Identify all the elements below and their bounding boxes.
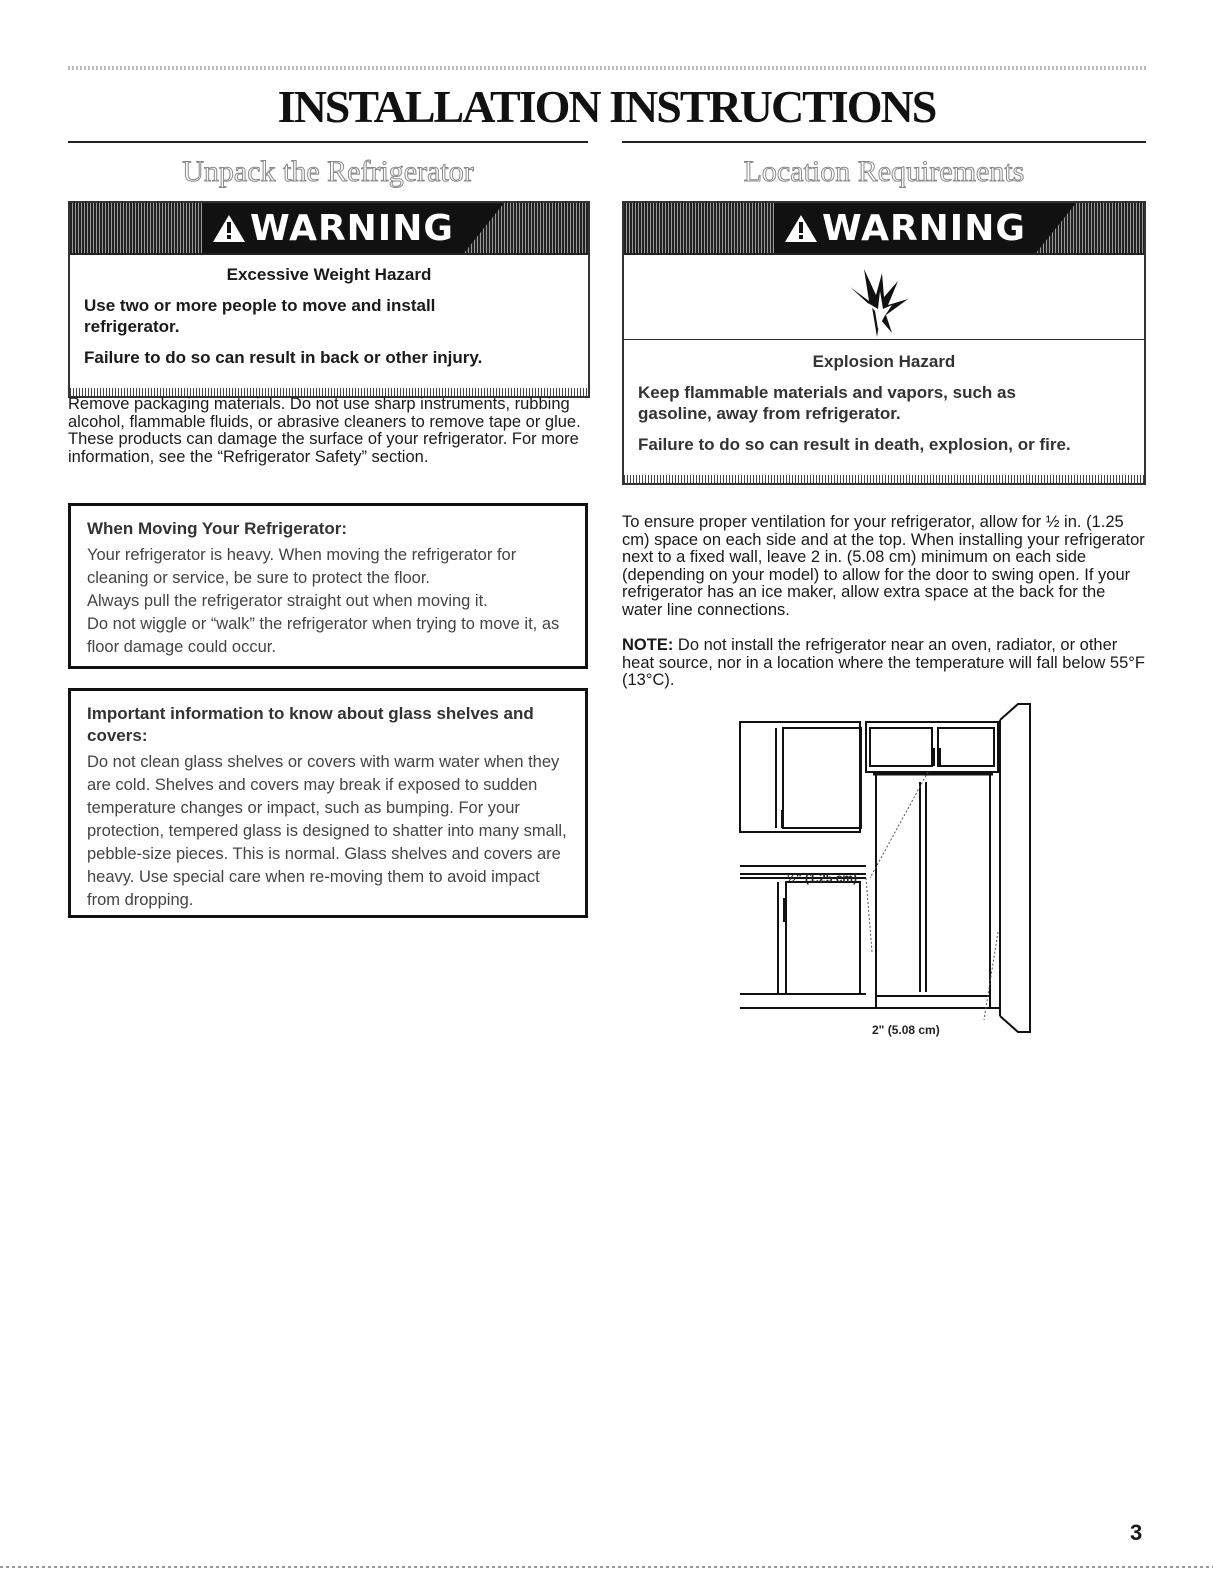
unpack-heading: Unpack the Refrigerator bbox=[182, 155, 474, 188]
moving-info-box bbox=[68, 503, 588, 669]
warning-line: Failure to do so can result in death, explosion, or fire. bbox=[638, 435, 1071, 454]
top-gap-label: ½" (1.25 cm) bbox=[786, 871, 858, 885]
warning-line: Keep flammable materials and vapors, such as gasoline, away from refrigerator. bbox=[638, 383, 1016, 423]
left-column-rule bbox=[68, 141, 588, 143]
warning-header bbox=[624, 203, 1144, 255]
warning-word: WARNING bbox=[250, 207, 454, 249]
bottom-rule bbox=[0, 1566, 1213, 1568]
warning-header bbox=[70, 203, 588, 255]
moving-line: Your refrigerator is heavy. When moving the refrigerator for cleaning or service, be sure to protect the floor. bbox=[87, 546, 517, 587]
location-note bbox=[622, 637, 1146, 690]
warning-triangle-icon bbox=[784, 213, 818, 243]
note-label: NOTE: bbox=[622, 636, 674, 654]
warning-triangle-icon bbox=[212, 213, 246, 243]
location-heading: Location Requirements bbox=[743, 155, 1025, 188]
glass-heading: Important information to know about glass shelves and covers: bbox=[87, 704, 534, 745]
side-gap-label: 2" (5.08 cm) bbox=[872, 1023, 940, 1037]
clearance-diagram bbox=[738, 702, 1038, 1042]
explosion-warning-box bbox=[622, 201, 1146, 485]
page-number: 3 bbox=[1130, 1520, 1143, 1545]
moving-line: Always pull the refrigerator straight out when moving it. bbox=[87, 592, 488, 610]
note-text: Do not install the refrigerator near an oven, radiator, or other heat source, nor in a location where the temperature will fall below 55°F (13°C). bbox=[622, 636, 1145, 689]
unpack-paragraph: Remove packaging materials. Do not use sharp instruments, rubbing alcohol, flammable fluids, or abrasive cleaners to remove tape or glue. These products can damage the surface of your refrigerator. For more information, see the “Refrigerator Safety” section. bbox=[68, 395, 581, 466]
location-paragraph: To ensure proper ventilation for your refrigerator, allow for ½ in. (1.25 cm) space on each side and at the top. When installing your refrigerator next to a fixed wall, leave 2 in. (5.08 cm) minimum on each side (depending on your model) to allow for the door to swing open. If your refrigerator has an ice maker, allow extra space at the back for the water line connections. bbox=[622, 513, 1145, 619]
glass-info-box bbox=[68, 688, 588, 918]
explosion-icon bbox=[842, 267, 912, 339]
top-dotted-rule bbox=[68, 66, 1146, 70]
moving-line: Do not wiggle or “walk” the refrigerator when trying to move it, as floor damage could occur. bbox=[87, 615, 560, 656]
page-title: INSTALLATION INSTRUCTIONS bbox=[277, 81, 936, 132]
warning-word: WARNING bbox=[822, 207, 1026, 249]
weight-warning-box bbox=[68, 201, 590, 398]
warning-line: Failure to do so can result in back or other injury. bbox=[84, 348, 483, 367]
glass-text: Do not clean glass shelves or covers with warm water when they are cold. Shelves and covers may break if exposed to sudden temperature changes or impact, such as bumping. For your protection, tempered glass is designed to shatter into many small, pebble-size pieces. This is normal. Glass shelves and covers are heavy. Use special care when re-moving them to avoid impact from dropping. bbox=[87, 753, 567, 909]
warning-line: Use two or more people to move and install refrigerator. bbox=[84, 296, 436, 336]
right-column-rule bbox=[622, 141, 1146, 143]
warning-title: Excessive Weight Hazard bbox=[226, 265, 432, 284]
moving-heading: When Moving Your Refrigerator: bbox=[87, 519, 348, 538]
warning-title: Explosion Hazard bbox=[812, 352, 956, 371]
